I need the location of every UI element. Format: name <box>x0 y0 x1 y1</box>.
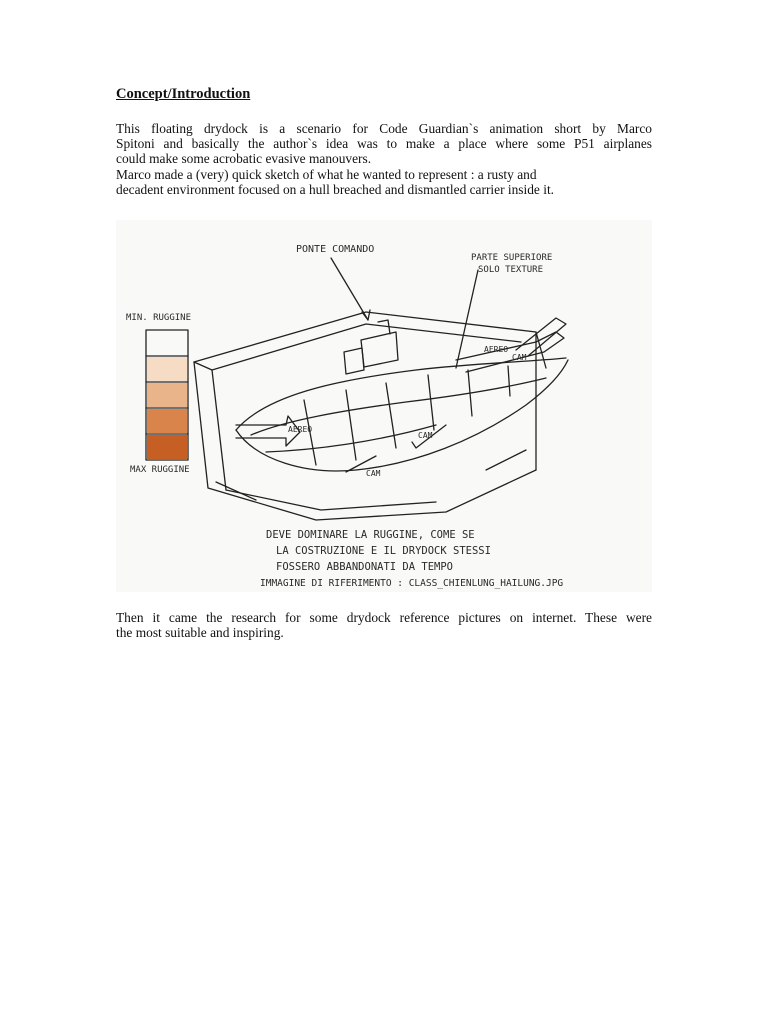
sketch-note: FOSSERO ABBANDONATI DA TEMPO <box>276 561 454 573</box>
upper-part-pointer <box>456 270 478 368</box>
research-line: the most suitable and inspiring. <box>116 625 284 641</box>
label-min-ruggine: MIN. RUGGINE <box>126 313 192 323</box>
hull-top-line <box>236 358 566 430</box>
rust-level-2 <box>147 357 187 381</box>
label-aereo-top: AEREO <box>484 345 509 354</box>
sketch-note: DEVE DOMINARE LA RUGGINE, COME SE <box>266 529 475 541</box>
intro-line: This floating drydock is a scenario for Code Guardian`s animation short by Marco <box>116 121 652 136</box>
rust-level-3 <box>147 383 187 407</box>
drydock-sketch <box>116 220 652 592</box>
label-cam-top: CAM <box>512 353 527 362</box>
bridge-tower <box>361 332 398 367</box>
research-line: Then it came the research for some drydock reference pictures on internet. These were <box>116 610 652 625</box>
label-cam-low: CAM <box>366 469 381 478</box>
intro-line: Spitoni and basically the author`s idea was to make a place where some P51 airplanes <box>116 136 652 152</box>
label-aereo-left: AEREO <box>288 425 313 434</box>
section-heading: Concept/Introduction <box>116 86 251 102</box>
rust-level-5 <box>147 435 187 459</box>
sketch-note: LA COSTRUZIONE E IL DRYDOCK STESSI <box>276 545 491 557</box>
label-solo-texture: SOLO TEXTURE <box>478 265 544 275</box>
intro-paragraph <box>116 121 652 197</box>
label-parte-superiore: PARTE SUPERIORE <box>471 253 553 263</box>
rust-level-4 <box>147 409 187 433</box>
intro-line: decadent environment focused on a hull breached and dismantled carrier inside it. <box>116 181 555 197</box>
research-paragraph <box>116 610 652 640</box>
sketch-note: IMMAGINE DI RIFERIMENTO : CLASS_CHIENLUNG_HAILUNG.JPG <box>260 578 564 589</box>
label-max-ruggine: MAX RUGGINE <box>130 465 190 475</box>
intro-line: Marco made a (very) quick sketch of what he wanted to represent : a rusty and <box>116 166 537 182</box>
sketch-drawing <box>116 220 652 592</box>
intro-line: could make some acrobatic evasive manouvers. <box>116 151 372 167</box>
bridge-pointer <box>331 258 368 320</box>
label-ponte-comando: PONTE COMANDO <box>296 244 375 255</box>
label-cam-mid: CAM <box>418 431 433 440</box>
